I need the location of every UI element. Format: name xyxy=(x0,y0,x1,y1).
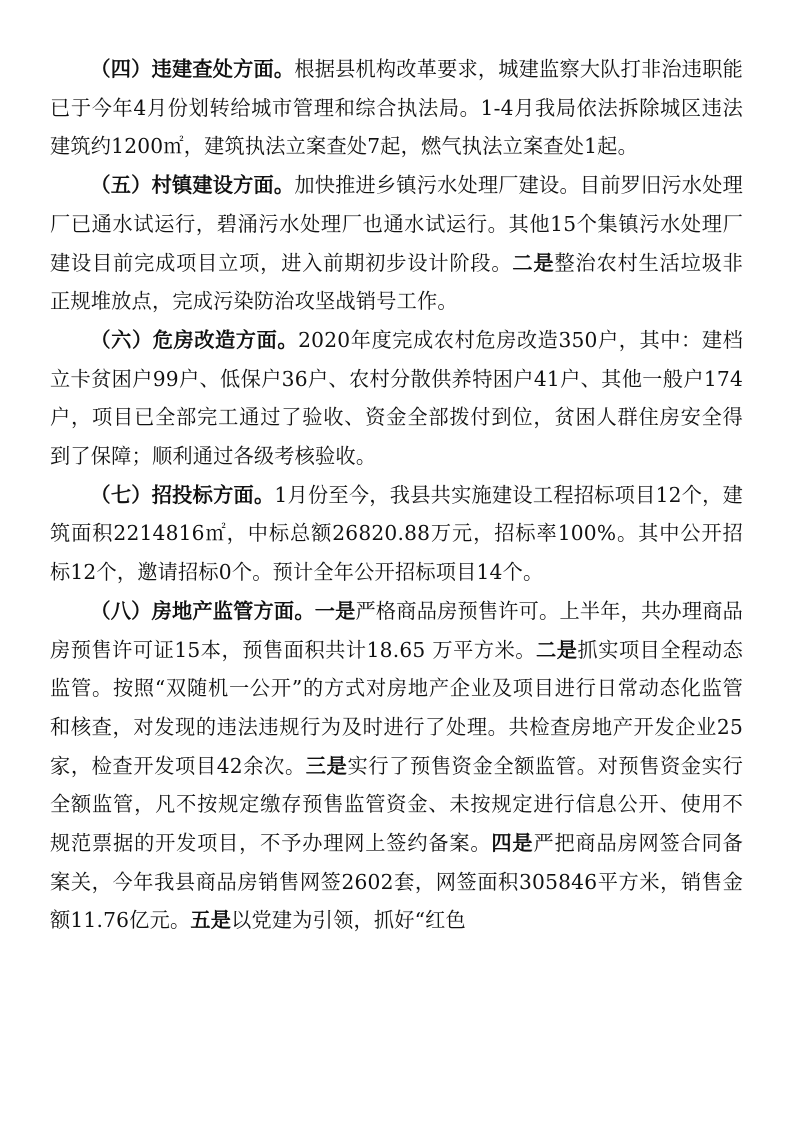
heading-dangerous-housing: （六）危房改造方面。 xyxy=(90,327,299,352)
emphasis-second: 二是 xyxy=(536,637,578,662)
paragraph-text: 整治农村生活垃圾非正规堆放点，完成污染防治攻坚战销号工作。 xyxy=(50,250,744,314)
paragraph-real-estate xyxy=(50,592,743,940)
paragraph-text: 根据县机构改革要求，城建监察大队打非治违职能已于今年4月份划转给城市管理和综合执法局。1-4月我局依法拆除城区违法建筑约1200㎡，建筑执法立案查处7起，燃气执法立案查处1起。 xyxy=(50,57,743,159)
heading-real-estate: （八）房地产监管方面。一是 xyxy=(90,598,356,623)
paragraph-text: 2020年度完成农村危房改造350户，其中：建档立卡贫困户99户、低保户36户、农村分散供养特困户41户、其他一般户174户，项目已全部完工通过了验收、资金全部拨付到位，贫困人群住房安全得到了保障；顺利通过各级考核验收。 xyxy=(50,327,743,469)
emphasis-fourth: 四是 xyxy=(491,831,534,856)
emphasis-third: 三是 xyxy=(305,753,348,778)
emphasis-second: 二是 xyxy=(512,250,555,275)
paragraph-violations xyxy=(50,50,743,166)
heading-bidding: （七）招投标方面。 xyxy=(90,482,275,507)
paragraph-text: 严格商品房预售许可。上半年，共办理商品房预售许可证15本，预售面积共计18.65 万平方米。 xyxy=(50,598,743,662)
paragraph-text: 实行了预售资金全额监管。对预售资金实行全额监管，凡不按规定缴存预售监管资金、未按规定进行信息公开、使用不规范票据的开发项目，不予办理网上签约备案。 xyxy=(50,753,743,856)
paragraph-bidding xyxy=(50,476,743,592)
heading-violations: （四）违建查处方面。 xyxy=(90,57,295,81)
paragraph-dangerous-housing xyxy=(50,321,743,476)
paragraph-text: 抓实项目全程动态监管。按照“双随机一公开”的方式对房地产企业及项目进行日常动态化监管和核查，对发现的违法违规行为及时进行了处理。共检查房地产开发企业25家，检查开发项目42余次。 xyxy=(50,637,743,778)
paragraph-text: 1月份至今，我县共实施建设工程招标项目12个，建筑面积2214816㎡，中标总额26820.88万元，招标率100%。其中公开招标12个，邀请招标0个。预计全年公开招标项目14个。 xyxy=(50,482,743,585)
paragraph-village-town xyxy=(50,166,743,321)
paragraph-text: 以党建为引领，抓好“红色 xyxy=(231,908,466,933)
paragraph-text: 加快推进乡镇污水处理厂建设。目前罗旧污水处理厂已通水试运行，碧涌污水处理厂也通水试运行。其他15个集镇污水处理厂建设目前完成项目立项，进入前期初步设计阶段。 xyxy=(50,173,743,275)
heading-village-town: （五）村镇建设方面。 xyxy=(90,173,295,198)
document-page xyxy=(50,50,743,940)
emphasis-fifth: 五是 xyxy=(190,908,232,933)
paragraph-text: 严把商品房网签合同备案关，今年我县商品房销售网签2602套，网签面积305846平方米，销售金额11.76亿元。 xyxy=(50,831,743,933)
